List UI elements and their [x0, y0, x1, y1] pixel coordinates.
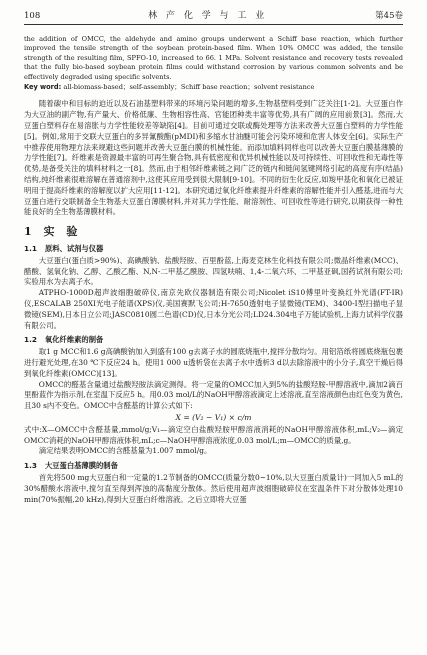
titration-result: 滴定结果表明OMCC的含醛基量为1.007 mmol/g。	[38, 446, 212, 456]
intro-paragraph: 随着碳中和目标的迫近以及石油基塑料带来的环境污染问题的增多,生物基塑料受到广泛关注[1-2]。大豆蛋白作为大豆油的副产物,有产量大、价格低廉、生物相容性高、官能团种类丰富等优势,具有广阔的应用前景[3]。然而,大豆蛋白塑料存在易溶胀与力学性能较差等缺陷[4]。目前可通过交联或酶处理等方法来改善大豆蛋白塑料的力学性能[5]。例如,常用于交联大豆蛋白的多异氰酸酯(pMDI)和多缩水甘油醚可能会污染环境和危害人体安全[6]。实际生产中推荐使用物理方法来规避这些问题并改善大豆蛋白膜的机械性能。而添加填料同样也可以改善大豆蛋白膜基薄膜的力学性能[7]。纤维素是资源最丰富的可再生聚合物,具有低密度和优异机械性能以及可持续性、可回收性和无毒性等优势,是备受关注的填料材料之一[8]。然而,由于相邻纤维素链之间广泛的链内和链间氢键网络引起的高度有序(结晶)结构,纯纤维素很难溶解在普通溶剂中,这使其应用受到很大限制[9-10]。不同的衍生化反应,如羧甲基化和氧化已被证明用于提高纤维素的溶解度以扩大应用[11-12]。本研究通过氧化纤维素提升纤维素的溶解性能并引入醛基,进而与大豆蛋白进行交联制备全生物基大豆蛋白薄膜材料,并对其力学性能、耐溶剂性、可回收性等进行研究,以期获得一种性能良好的全生物基薄膜材料。	[24, 99, 403, 217]
omcc-prep-paragraph: 取1 g MCC和1.6 g高碘酸钠加入到盛有100 g去离子水的圆底烧瓶中,搅拌分散均匀。用铝箔纸将圆底烧瓶包裹进行避光处理,在30 ℃下反应24 h。使用1 000 u透析袋在去离子水中透析3 d以去除溶液中的小分子,真空干燥后得到氧化纤维素(OMCC)[13]。	[24, 347, 403, 378]
keywords-text: all-biomass-based；self-assembly；Schiff base reaction；solvent resistance	[63, 83, 315, 92]
film-prep-paragraph: 首先将500 mg大豆蛋白和一定量的1.2节制备的OMCC(质量分数0~10%,以大豆蛋白质量计)一同加入5 mL的30%醋酸水溶液中,搅匀直至得到浑浊的高黏度分散体。然后使用超声波细胞破碎仪在室温条件下对分散体处理10 min(70%振幅,20 kHz),得到大豆蛋白纤维溶液。之后立即将大豆蛋	[24, 472, 403, 504]
journal-name: 林 产 化 学 与 工 业	[148, 11, 268, 21]
body-text	[24, 99, 403, 505]
volume: 第45卷	[375, 11, 403, 21]
equation-explanation: 式中:X—OMCC中含醛基量,mmol/g;V₁—滴定空白盐酸羟胺甲醇溶液消耗的NaOH甲醇溶液体积,mL;V₂—滴定OMCC消耗的NaOH甲醇溶液体积,mL;c—NaOH甲醇溶液浓度,0.03 mol/L;m—OMCC的质量,g。	[24, 424, 403, 445]
section-heading	[24, 227, 403, 238]
subsection-title: 氧化纤维素的制备	[44, 335, 104, 345]
subsection-title: 原料、试剂与仪器	[44, 244, 104, 253]
aldehyde-titration-paragraph: OMCC的醛基含量通过盐酸羟胺法滴定测得。将一定量的OMCC加入到5%的盐酸羟胺-甲醇溶液中,滴加2滴百里酚蓝作为指示剂,在室温下反应5 h。用0.03 mol/L的NaOH甲醇溶液滴定上述溶液,直至溶液颜色由红色变为黄色,且30 s内不变色。OMCC中含醛基的计算公式如下:	[24, 379, 403, 411]
keywords	[24, 83, 403, 92]
subsection-title: 大豆蛋白基薄膜的制备	[44, 461, 118, 471]
page-number: 108	[24, 11, 41, 21]
running-header	[24, 8, 403, 25]
subsection-number: 1.1	[24, 244, 37, 253]
subsection-number: 1.3	[24, 461, 37, 471]
section-title: 实 验	[43, 225, 82, 239]
materials-paragraph: 大豆蛋白(蛋白质>90%)、高碘酸钠、盐酸羟胺、百里酚蓝,上海麦克林生化科技有限公司;微晶纤维素(MCC)、醋酸、氢氧化钠、乙醇、乙酸乙酯、N,N-二甲基乙酰胺、四氢呋喃、1,4-二氧六环、二甲基亚砜,国药试剂有限公司;实验用水为去离子水。	[24, 255, 403, 287]
equation: X = (V₂ − V₁) × c/m	[175, 412, 252, 422]
subsection-heading-1-2	[24, 335, 403, 346]
section-number: 1	[24, 225, 36, 239]
subsection-heading-1-3	[24, 461, 403, 472]
subsection-heading-1-1	[24, 244, 403, 255]
subsection-number: 1.2	[24, 335, 37, 345]
abstract-tail: the addition of OMCC, the aldehyde and amino groups underwent a Schiff base reaction, which further improved the tensile strength of the soybean protein-based film. When 10% OMCC was added, the tensile strength of the resulting film, SPFO-10, increased to 66. 1 MPa. Solvent resistance and recovery tests revealed that the fully bio-based soybean protein films could withstand corrosion by various common solvents and be effectively degraded using specific solvents.	[24, 35, 403, 81]
keywords-label: Key word:	[24, 83, 62, 92]
instruments-paragraph: ATPHO-1000D超声波细胞破碎仪,南京先欧仪器制造有限公司;Nicolet iS10傅里叶变换红外光谱(FT-IR)仪,ESCALAB 250XI光电子能谱(XPS)仪,美国赛默飞公司;H-7650透射电子显微镜(TEM)、3400-I型扫描电子显微镜(SEM),日本日立公司;JASC0810圆二色谱(CD)仪,日本分光公司;LD24.304电子万能试验机,上海力试科学仪器有限公司。	[24, 288, 403, 330]
